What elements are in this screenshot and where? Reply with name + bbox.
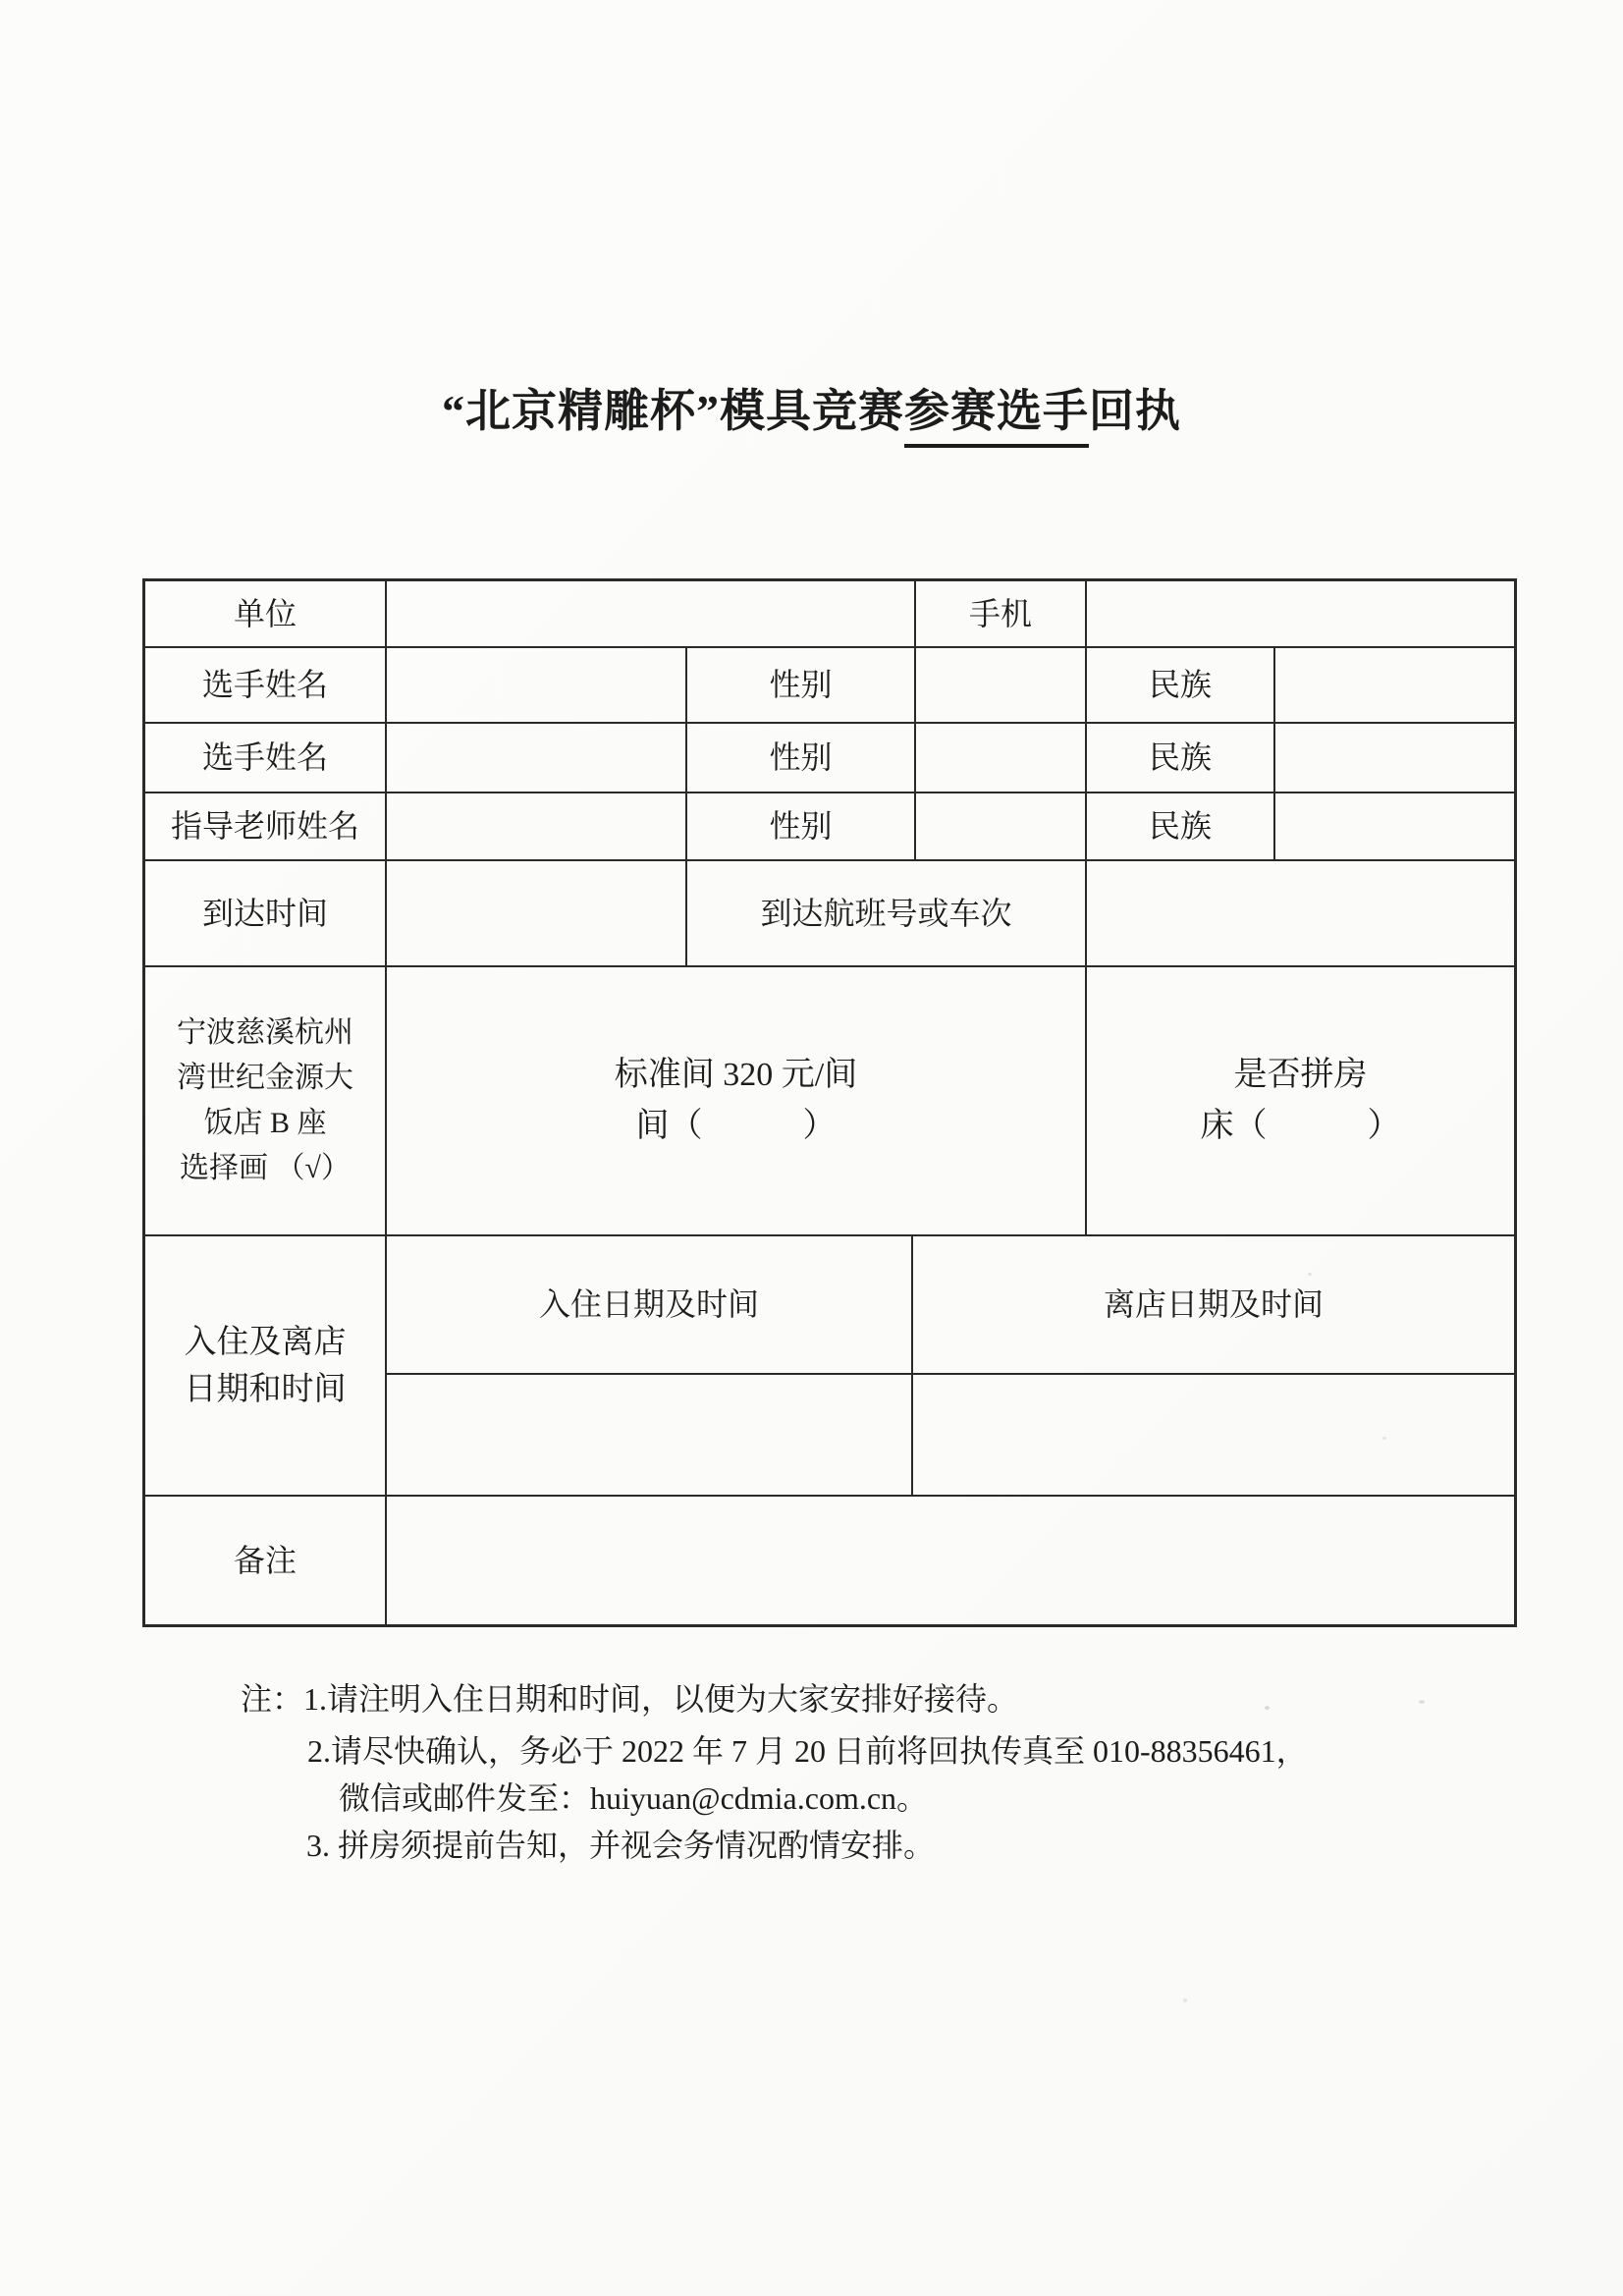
standard-room-cell — [387, 967, 1087, 1234]
note-line-4: 3. 拼房须提前告知，并视会务情况酌情安排。 — [306, 1828, 936, 1863]
arrival-flight-label: 到达航班号或车次 — [687, 861, 1087, 965]
page-title — [0, 375, 1623, 448]
player1-gender-label: 性别 — [687, 648, 916, 722]
player1-ethnic-label: 民族 — [1087, 648, 1275, 722]
stay-value-row — [387, 1375, 1514, 1495]
scan-speck — [1183, 1998, 1187, 2002]
player1-name-cell — [387, 648, 687, 722]
teacher-row — [145, 793, 1514, 861]
scan-speck — [1265, 1706, 1270, 1710]
stay-subtable — [387, 1236, 1514, 1495]
remarks-row — [145, 1497, 1514, 1624]
hotel-label-line1: 宁波慈溪杭州 — [177, 1016, 353, 1049]
note-line-2: 2.请尽快确认，务必于 2022 年 7 月 20 日前将回执传真至 010-88356461， — [307, 1733, 1308, 1769]
player2-ethnic-cell — [1275, 724, 1514, 792]
checkout-header: 离店日期及时间 — [1103, 1286, 1324, 1323]
title-suffix: 回执 — [1089, 386, 1181, 436]
player2-gender-cell — [916, 724, 1087, 792]
player2-name-label: 选手姓名 — [145, 724, 387, 792]
checkout-value-cell — [913, 1375, 1514, 1495]
checkin-value-cell — [387, 1375, 913, 1495]
stay-label-line1: 入住及离店 — [184, 1324, 347, 1360]
player1-name-label: 选手姓名 — [145, 648, 387, 722]
player1-ethnic-cell — [1275, 648, 1514, 722]
player2-row — [145, 724, 1514, 793]
arrival-time-cell — [387, 861, 687, 965]
scan-speck — [1419, 1700, 1425, 1704]
teacher-name-cell — [387, 793, 687, 859]
share-room-cell — [1087, 967, 1514, 1234]
scan-speck — [1308, 1273, 1312, 1276]
hotel-label-line4: 选择画 （√） — [180, 1152, 351, 1184]
phone-label: 手机 — [916, 581, 1087, 646]
arrival-time-label: 到达时间 — [145, 861, 387, 965]
scan-speck — [1382, 1437, 1386, 1440]
stay-label-line2: 日期和时间 — [184, 1371, 347, 1407]
player1-row — [145, 648, 1514, 724]
note-line-3: 微信或邮件发至：huiyuan@cdmia.com.cn。 — [339, 1780, 929, 1816]
standard-room-price: 标准间 320 元/间 — [614, 1057, 858, 1093]
arrival-flight-cell — [1087, 861, 1514, 965]
player2-ethnic-label: 民族 — [1087, 724, 1275, 792]
player2-name-cell — [387, 724, 687, 792]
remarks-label: 备注 — [145, 1497, 387, 1624]
phone-value-cell — [1087, 581, 1514, 646]
hotel-row — [145, 967, 1514, 1236]
title-prefix: “北京精雕杯”模具竞赛 — [442, 386, 904, 436]
unit-label: 单位 — [145, 581, 387, 646]
share-room-blank: 床（ ） — [1200, 1108, 1401, 1144]
standard-room-count-blank: 间（ ） — [635, 1108, 837, 1144]
registration-form-table — [142, 578, 1517, 1627]
checkin-header: 入住日期及时间 — [387, 1236, 913, 1373]
title-underlined-text: 参赛选手 — [904, 375, 1089, 448]
unit-row — [145, 581, 1514, 648]
stay-header-row — [387, 1236, 1514, 1375]
teacher-gender-label: 性别 — [687, 793, 916, 859]
note-line-1: 注：1.请注明入住日期和时间，以便为大家安排好接待。 — [241, 1681, 1019, 1717]
player2-gender-label: 性别 — [687, 724, 916, 792]
hotel-label-line2: 湾世纪金源大 — [177, 1062, 353, 1094]
teacher-name-label: 指导老师姓名 — [145, 793, 387, 859]
teacher-ethnic-label: 民族 — [1087, 793, 1275, 859]
teacher-gender-cell — [916, 793, 1087, 859]
teacher-ethnic-cell — [1275, 793, 1514, 859]
arrival-row — [145, 861, 1514, 967]
stay-section-label — [145, 1236, 387, 1495]
hotel-name-label — [145, 967, 387, 1234]
share-room-question: 是否拼房 — [1233, 1057, 1368, 1093]
player1-gender-cell — [916, 648, 1087, 722]
hotel-label-line3: 饭店 B 座 — [203, 1107, 327, 1139]
remarks-value-cell — [387, 1497, 1514, 1624]
unit-value-cell — [387, 581, 916, 646]
